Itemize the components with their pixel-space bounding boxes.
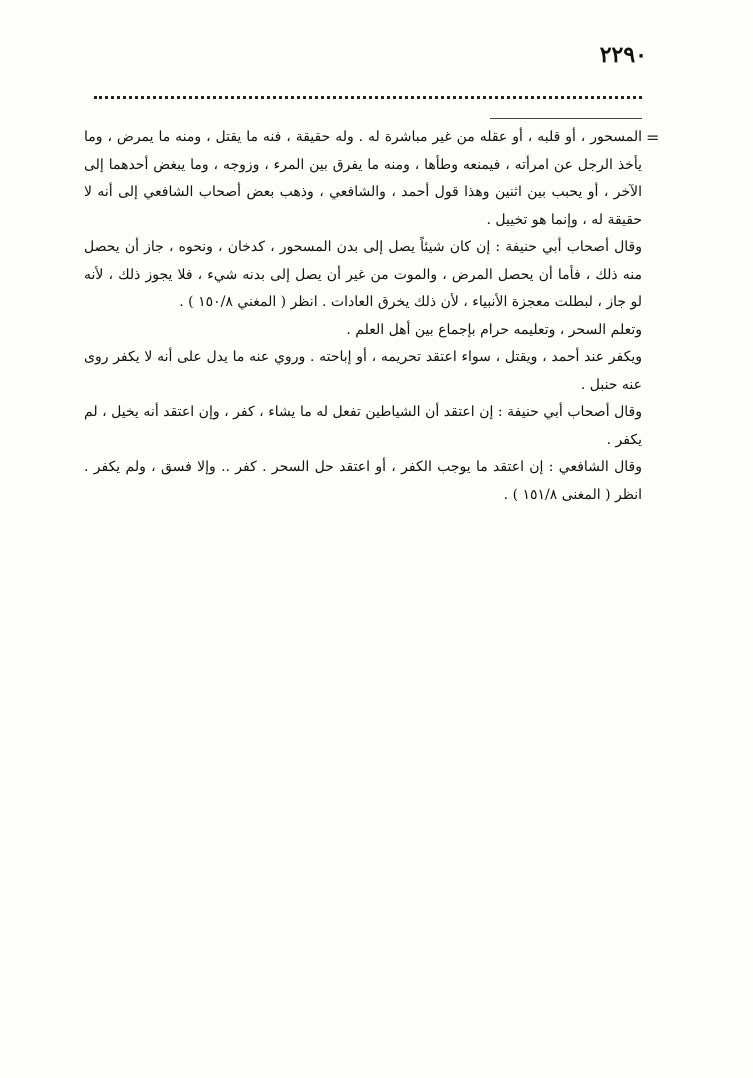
dotted-separator [94,96,642,99]
paragraph: وقال أصحاب أبي حنيفة : إن كان شيئاً يصل إلى بدن المسحور ، كدخان ، ونحوه ، جاز أن يحصل منه ذلك ، فأما أن يحصل المرض ، والموت من غير أن يصل إلى بدنه شيء ، فلا يجوز ذلك ، لأنه لو جاز ، لبطلت معجزة الأنبياء ، لأن ذلك يخرق العادات . انظر ( المغني ١٥٠/٨ ) . [84,239,642,310]
paragraph: وقال الشافعي : إن اعتقد ما يوجب الكفر ، أو اعتقد حل السحر . كفر .. وإلا فسق ، ولم يكفر . انظر ( المغنى ١٥١/٨ ) . [84,459,642,503]
page-number: ٢٢٩٠ [599,42,647,68]
paragraph: المسحور ، أو قلبه ، أو عقله من غير مباشرة له . وله حقيقة ، فنه ما يقتل ، ومنه ما يمرض ، وما يأخذ الرجل عن امرأته ، فيمنعه وطأها ، ومنه ما يفرق بين المرء ، وزوجه ، وما يبغض أحدهما إلى الآخر ، أو يحبب بين اثنين وهذا قول أحمد ، والشافعي ، وذهب بعض أصحاب الشافعي إلى أنه لا حقيقة له ، وإنما هو تخييل . [84,129,642,228]
continuation-mark: = [646,128,660,147]
paragraph: وتعلم السحر ، وتعليمه حرام بإجماع بين أهل العلم . [346,321,642,338]
footnote-rule [490,118,642,119]
footnote-body [84,124,642,509]
paragraph: ويكفر عند أحمد ، ويقتل ، سواء اعتقد تحريمه ، أو إباحته . وروي عنه ما يدل على أنه لا يكفر روى عنه حنبل . [84,349,642,393]
paragraph: وقال أصحاب أبي حنيفة : إن اعتقد أن الشياطين تفعل له ما يشاء ، كفر ، وإن اعتقد أنه يخيل ، لم يكفر . [84,404,642,448]
